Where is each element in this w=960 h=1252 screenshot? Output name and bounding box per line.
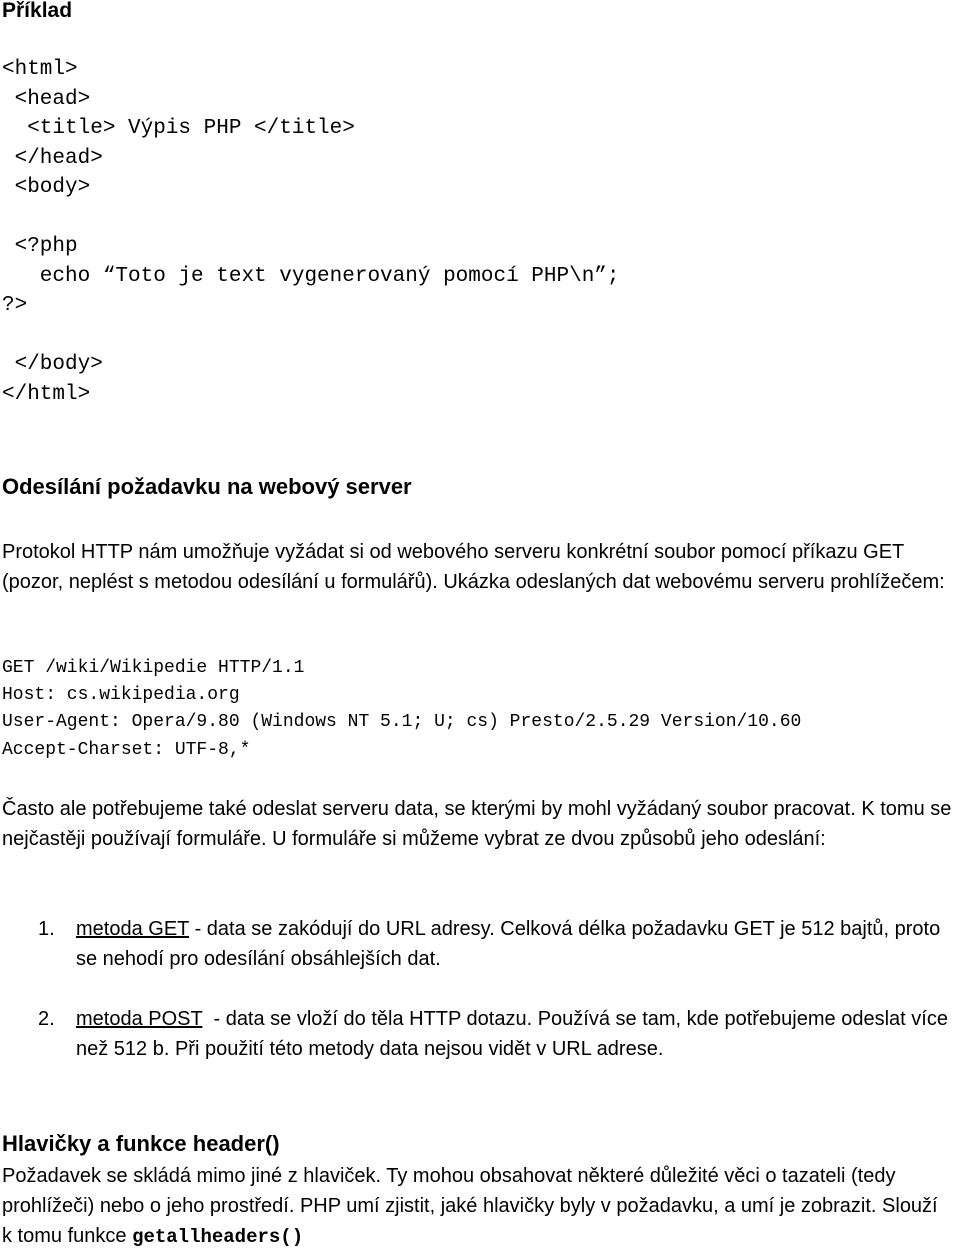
code-line: <html> (2, 58, 78, 81)
headers-paragraph (2, 1161, 952, 1252)
headers-paragraph-text: Požadavek se skládá mimo jiné z hlaviček. Ty mohou obsahovat některé důležité věci o tazateli (tedy prohlížeči) nebo o jeho prostředí. PHP umí zjistit, jaké hlavičky byly v požadavku, a umí je zobrazit. Slouží k tomu funkce (2, 1165, 938, 1247)
code-line: echo “Toto je text vygenerovaný pomocí PHP\n”; (2, 264, 620, 288)
forms-paragraph: Často ale potřebujeme také odeslat serveru data, se kterými by mohl vyžádaný soubor pracovat. K tomu se nejčastěji používají formuláře. U formuláře si můžeme vybrat ze dvou způsobů jeho odeslání: (2, 798, 952, 850)
list-item (2, 1004, 952, 1064)
http-intro-paragraph: Protokol HTTP nám umožňuje vyžádat si od webového serveru konkrétní soubor pomocí příkazu GET (pozor, neplést s metodou odesílání u formulářů). Ukázka odeslaných dat webovému serveru prohlížečem: (2, 541, 945, 593)
getallheaders-function: getallheaders() (132, 1226, 304, 1248)
request-line: User-Agent: Opera/9.80 (Windows NT 5.1; U; cs) Presto/2.5.29 Version/10.60 (2, 712, 802, 733)
code-line: <head> (2, 87, 91, 111)
request-line: Accept-Charset: UTF-8,* (2, 739, 251, 760)
example-heading: Příklad (2, 0, 73, 22)
get-method-link[interactable]: metoda GET (76, 918, 190, 940)
code-line: </body> (2, 353, 103, 376)
code-line: <body> (2, 176, 91, 199)
code-line: <title> Výpis PHP </title> (2, 117, 355, 140)
code-line: <?php (2, 235, 78, 258)
php-code-block (2, 55, 620, 409)
request-heading: Odesílání požadavku na webový server (2, 474, 412, 499)
post-method-description: - data se vloží do těla HTTP dotazu. Používá se tam, kde potřebujeme odeslat více než 512 b. Při použití této metody data nejsou vidět v URL adrese. (76, 1008, 954, 1060)
headers-heading: Hlavičky a funkce header() (2, 1131, 280, 1156)
methods-list-2 (2, 1004, 952, 1064)
post-method-link[interactable]: metoda POST (76, 1008, 203, 1030)
code-line: </html> (2, 382, 91, 406)
list-item (2, 914, 952, 974)
request-line: GET /wiki/Wikipedie HTTP/1.1 (2, 658, 305, 678)
get-method-description: - data se zakódují do URL adresy. Celková délka požadavku GET je 512 bajtů, proto se nehodí pro odesílání obsáhlejších dat. (76, 918, 941, 970)
list-number: 2. (38, 1008, 55, 1030)
list-number: 1. (38, 918, 55, 940)
code-line: </head> (2, 146, 103, 170)
request-line: Host: cs.wikipedia.org (2, 685, 240, 706)
http-request-block (2, 655, 801, 764)
code-line: ?> (2, 294, 28, 317)
methods-list (2, 914, 952, 974)
